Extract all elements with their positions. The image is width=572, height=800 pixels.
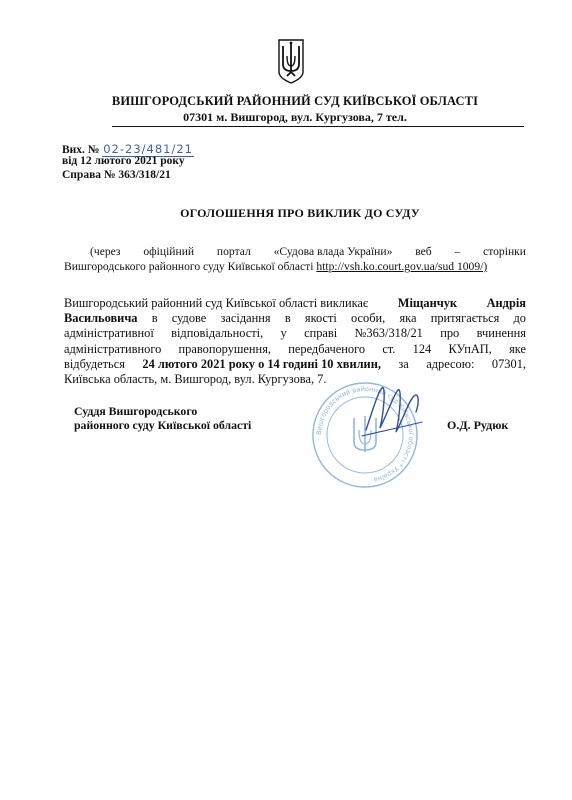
body-word: засідання xyxy=(220,311,271,326)
body-word: ст. xyxy=(382,341,396,356)
body-word: передбаченого xyxy=(288,341,366,356)
body-word: в xyxy=(284,311,291,326)
judge-handwritten-signature xyxy=(358,382,428,444)
court-name: ВИШГОРОДСЬКИЙ РАЙОННИЙ СУД КИЇВСЬКОЇ ОБЛАСТІ xyxy=(111,94,479,108)
stamp-ring-text: Вишгородський районний суд Київської області * Україна xyxy=(314,384,416,485)
body-word: 07301, xyxy=(491,356,526,371)
body-word: судове xyxy=(171,311,207,326)
body-line-2 xyxy=(64,311,526,326)
body-word: яка xyxy=(399,311,417,326)
body-word: правопорушення, xyxy=(178,341,271,356)
hearing-address: Київська область, м. Вишгород, вул. Кургузова, 7. xyxy=(64,372,327,387)
judge-name: О.Д. Рудюк xyxy=(447,418,509,432)
portal-word: офіційний xyxy=(143,245,195,258)
body-word: до xyxy=(513,311,526,326)
hearing-datetime: 24 лютого 2021 року о 14 годині 10 хвилин, xyxy=(142,356,381,371)
portal-note-line-1 xyxy=(64,244,526,259)
body-word: відбудеться xyxy=(64,356,125,371)
body-word: якості xyxy=(304,311,337,326)
outgoing-number-line xyxy=(62,142,194,156)
summons-body xyxy=(64,296,526,387)
portal-court-text: Вишгородського районного суду Київської області xyxy=(64,260,317,273)
judge-title-line-2: районного суду Київської області xyxy=(74,418,252,432)
body-word: особи, xyxy=(351,311,386,326)
portal-word: «Судова влада України» xyxy=(273,245,393,258)
header-divider xyxy=(112,126,524,127)
body-word: адміністративного xyxy=(64,341,162,356)
body-word: в xyxy=(151,311,158,326)
body-word: у xyxy=(280,326,287,341)
body-word: притягається xyxy=(430,311,500,326)
body-word: вчинення xyxy=(476,326,526,341)
body-word: 124 xyxy=(412,341,432,356)
court-address: 07301 м. Вишгород, вул. Кургузова, 7 тел. xyxy=(183,110,407,124)
body-case-number: №363/318/21 xyxy=(354,326,423,341)
portal-word: портал xyxy=(216,245,251,258)
outgoing-number-handwritten: 02-23/481/21 xyxy=(103,142,193,156)
portal-word: (через xyxy=(90,245,121,258)
outgoing-label: Вих. № xyxy=(62,144,100,156)
body-text: Вишгородський районний суд Київської області викликає xyxy=(64,296,369,310)
body-word: справі xyxy=(304,326,338,341)
letter-date: від 12 лютого 2021 року xyxy=(62,155,185,167)
body-line-1 xyxy=(64,296,526,311)
case-number: Справа № 363/318/21 xyxy=(62,169,171,181)
body-word: про xyxy=(440,326,460,341)
person-first-name: Андрія xyxy=(486,296,526,310)
trident-emblem-icon xyxy=(276,38,306,84)
body-word: адміністративної xyxy=(64,326,154,341)
portal-word: сторінки xyxy=(483,245,526,258)
body-word: за xyxy=(398,356,409,371)
portal-word: веб xyxy=(415,245,432,258)
portal-word: – xyxy=(454,245,461,258)
person-patronymic: Васильовича xyxy=(64,311,138,326)
body-word: адресою: xyxy=(426,356,475,371)
signature-block xyxy=(74,404,251,432)
body-line-4 xyxy=(64,342,526,357)
document-title: ОГОЛОШЕННЯ ПРО ВИКЛИК ДО СУДУ xyxy=(180,206,420,220)
body-word: відповідальності, xyxy=(171,326,264,341)
body-line-6 xyxy=(64,372,526,387)
portal-note-line-2 xyxy=(64,259,526,274)
body-word: КУпАП, xyxy=(448,341,492,356)
person-surname: Міщанчук xyxy=(397,296,458,310)
judge-title-line-1: Суддя Вишгородського xyxy=(74,404,198,418)
court-website-link[interactable]: http://vsh.ko.court.gov.ua/sud 1009/) xyxy=(316,260,488,273)
body-line-3 xyxy=(64,326,526,341)
body-line-5 xyxy=(64,357,526,372)
portal-note xyxy=(64,244,526,274)
body-word: яке xyxy=(509,341,526,356)
